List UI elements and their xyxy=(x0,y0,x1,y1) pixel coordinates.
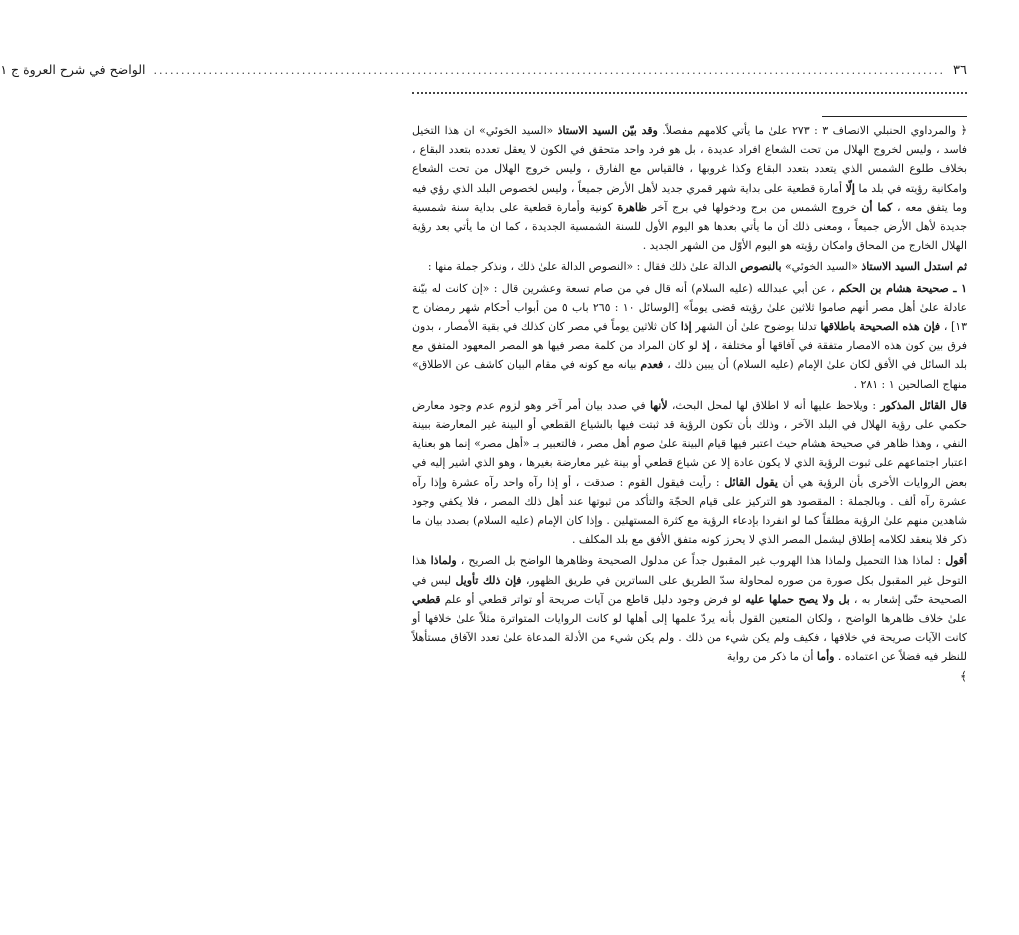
text-run: تدلنا بوضوح علىٰ أن الشهر xyxy=(691,320,821,334)
bold-text-run: وقد بيّن السيد الاستاذ xyxy=(557,124,658,137)
bold-text-run: أقول xyxy=(945,554,967,568)
bold-text-run: بالنصوص xyxy=(740,260,782,274)
document-page xyxy=(0,62,968,895)
text-run: في صدد بيان أمر آخر وهو لزوم عدم وجود معارض حكمي على رؤية الهلال في البلد الآخر ، وذلك بأن تكون الرؤية قد ثبتت فيها بالشياع القطعي أو البينة غير المعارضة ببينة النفي ، وهذا ظاهر في صحيحة هشام حيث اعتبر فيها قيام البينة علىٰ صوم أهل مصر ، فالتعبير بـ «أهل مصر» إنما هو بعناية اعتبار اجتماعهم على ثبوت الرؤية الذي لا يكون عادة إلا عن شياع قطعي أو بينة غير معارضة بغيرها ، وهو الذي اشير إليه في بعض الروايات الأخرى بأن الرؤية هي أن xyxy=(412,398,968,489)
bold-text-run: إلّا xyxy=(845,181,855,195)
bold-text-run: إذ xyxy=(701,339,710,353)
text-run: لو كان المراد من كلمة مصر فيها هو المصر المعهود المتفق مع بلد السائل في الأفق لكان علىٰ الإمام (عليه السلام) أن يبين ذلك ، xyxy=(412,339,967,372)
bold-text-run: ظاهرة xyxy=(617,200,647,214)
header-dotted-rule xyxy=(412,92,967,94)
page-header xyxy=(0,62,967,82)
text-run: كان ثلاثين يوماً في مصر كان كذلك في بقية الأمصار ، بدون فرق بين كون هذه الامصار متفقة في آفاقها أو مختلفة ، xyxy=(412,320,967,353)
text-run: هذا التوحل غير المقبول بكل صورة من صوره لمحاولة سدّ الطريق على الساترين في طريق الظهور، xyxy=(412,554,968,587)
bold-text-run: لأنها xyxy=(649,398,668,412)
bold-text-run: فإن هذه الصحيحة باطلاقها xyxy=(820,320,941,334)
bold-text-run: فعدم xyxy=(640,358,664,372)
paragraph xyxy=(412,257,967,276)
text-run: ليس في الصحيحة حتّى إشعار به ، xyxy=(412,573,967,606)
bold-text-run: فإن ذلك تأويل xyxy=(455,573,522,587)
paragraph xyxy=(412,121,967,255)
text-run: «السيد الخوئي» xyxy=(781,260,862,274)
text-run: «السيد الخوئي» ان هذا التخيل فاسد ، وليس لخروج الهلال من تحت الشعاع افراد عديدة ، بل هو فرد واحد متحقق في الكون لا يعقل تعدده بتعدد البقاع ، بخلاف طلوع الشمس الذي يتعدد بتعدد البقاع وكذا غروبها ، فالقياس مع الفارق ، وليس خروج الهلال من تحت الشعاع وامكانية رؤيته في بلد ما xyxy=(412,124,967,195)
bold-text-run: ١ ـ صحيحة هشام بن الحكم xyxy=(838,281,967,295)
bold-text-run: قال القائل المذكور xyxy=(880,398,967,412)
footnote-body xyxy=(412,121,967,686)
paragraph xyxy=(412,279,967,394)
text-run: خروج الشمس من برج ودخولها في برج آخر xyxy=(646,200,862,214)
bold-text-run: يقول القائل xyxy=(724,475,778,489)
bold-text-run: ولماذا xyxy=(430,554,457,568)
bold-text-run: إذا xyxy=(680,320,692,334)
text-run: : ويلاحظ عليها أنه لا اطلاق لها لمحل البحث، xyxy=(667,398,881,412)
bold-text-run: قطعي xyxy=(412,592,441,606)
bold-text-run: وأما xyxy=(816,650,835,664)
text-run: أن ما ذكر من رواية xyxy=(726,650,817,664)
bold-text-run: بل ولا يصح حملها عليه xyxy=(745,592,850,606)
page-number: ٣٦ xyxy=(953,63,967,78)
text-run: : رأيت فيقول القوم : صدقت ، أو إذا رآه واحد رآه عشرة وإذا رآه عشرة رآه ألف . وبالجملة : المقصود هو التركيز على قيام الحجّة والتأكد من ثبوتها عند أهل ذلك المصر ، فلا يكفي وجود شاهدين منهم علىٰ الرؤية مطلقاً كما لو انفردا بإدعاء الرؤية مع كثرة المستهلين . وإذا كان الإمام (عليه السلام) بصدد بيان ما ذكر فلا ينعقد لكلامه إطلاق ليشمل المصر الذي لا يحرز كونه متفق الأفق مع بلد المكلف . xyxy=(412,475,967,547)
text-run: ﴿ والمرداوي الحنبلي الانصاف ٣ : ٢٧٣ علىٰ ما يأتي كلامهم مفصلاً. xyxy=(657,124,968,137)
running-title: الواضح في شرح العروة ج ١ xyxy=(0,62,146,77)
header-dotted-leader: ................................................................................................................................................ xyxy=(153,64,946,77)
text-run: الدالة علىٰ ذلك فقال : «النصوص الدالة علىٰ ذلك ، ونذكر جملة منها : xyxy=(427,260,741,274)
bold-text-run: كما أن xyxy=(861,200,893,214)
text-run: أمارة قطعية على بداية شهر قمري جديد لأهل الأرض جميعاً ، وليس لخصوص البلد الذي رؤي فيه وما يتفق معه ، xyxy=(412,181,967,214)
text-run: ، عن أبي عبدالله (عليه السلام) أنه قال في من صام تسعة وعشرين قال : «إن كانت له بيّنة عادلة علىٰ أهل مصر أنهم صاموا ثلاثين علىٰ رؤيته قضى يوماً» [الوسائل ١٠ : ٢٦٥ باب ٥ من أبواب أحكام شهر رمضان ح ١٣] ، xyxy=(412,281,968,334)
paragraph xyxy=(412,396,967,550)
text-run: لو فرض وجود دليل قاطع من آيات صريحة أو تواتر قطعي أو علم xyxy=(440,592,746,606)
text-run: بيانه مع كونه في مقام البيان كاشف عن الاطلاق» منهاج الصالحين ١ : ٢٨١ . xyxy=(412,358,967,391)
text-run: كونية وأمارة قطعية على بداية سنة شمسية جديدة لأهل الأرض جميعاً ، ومعنى ذلك أن ما يأتي بعدها هو اليوم الأول للسنة الشمسية الجديدة ، كما ان ما يأتي بعد رؤية الهلال الخارج من المحاق وامكان رؤيته هو اليوم الأوّل من الشهر الجديد . xyxy=(412,200,967,253)
continuation-mark: ﴾ xyxy=(959,668,967,683)
text-run: علىٰ خلاف ظاهرها الواضح ، ولكان المتعين القول بأنه يردّ علمها إلى أهلها لو كانت الروايات المتواترة مثلاً علىٰ خلافها أو كانت الآيات صريحة في خلافها ، فكيف ولم يكن شيء من ذلك . ولم يكن شيء من الأدلة المدعاة علىٰ تعدد الآفاق مستأهلاً للنظر فيه فضلاً عن اعتماده . xyxy=(412,612,967,664)
paragraph xyxy=(412,551,967,666)
footnote-separator xyxy=(822,116,967,117)
text-run: : لماذا هذا التحميل ولماذا هذا الهروب غير المقبول جداً عن مدلول الصحيحة وظاهرها الواضح بل الصريح ، xyxy=(456,554,946,568)
bold-text-run: ثم استدل السيد الاستاذ xyxy=(861,260,967,274)
